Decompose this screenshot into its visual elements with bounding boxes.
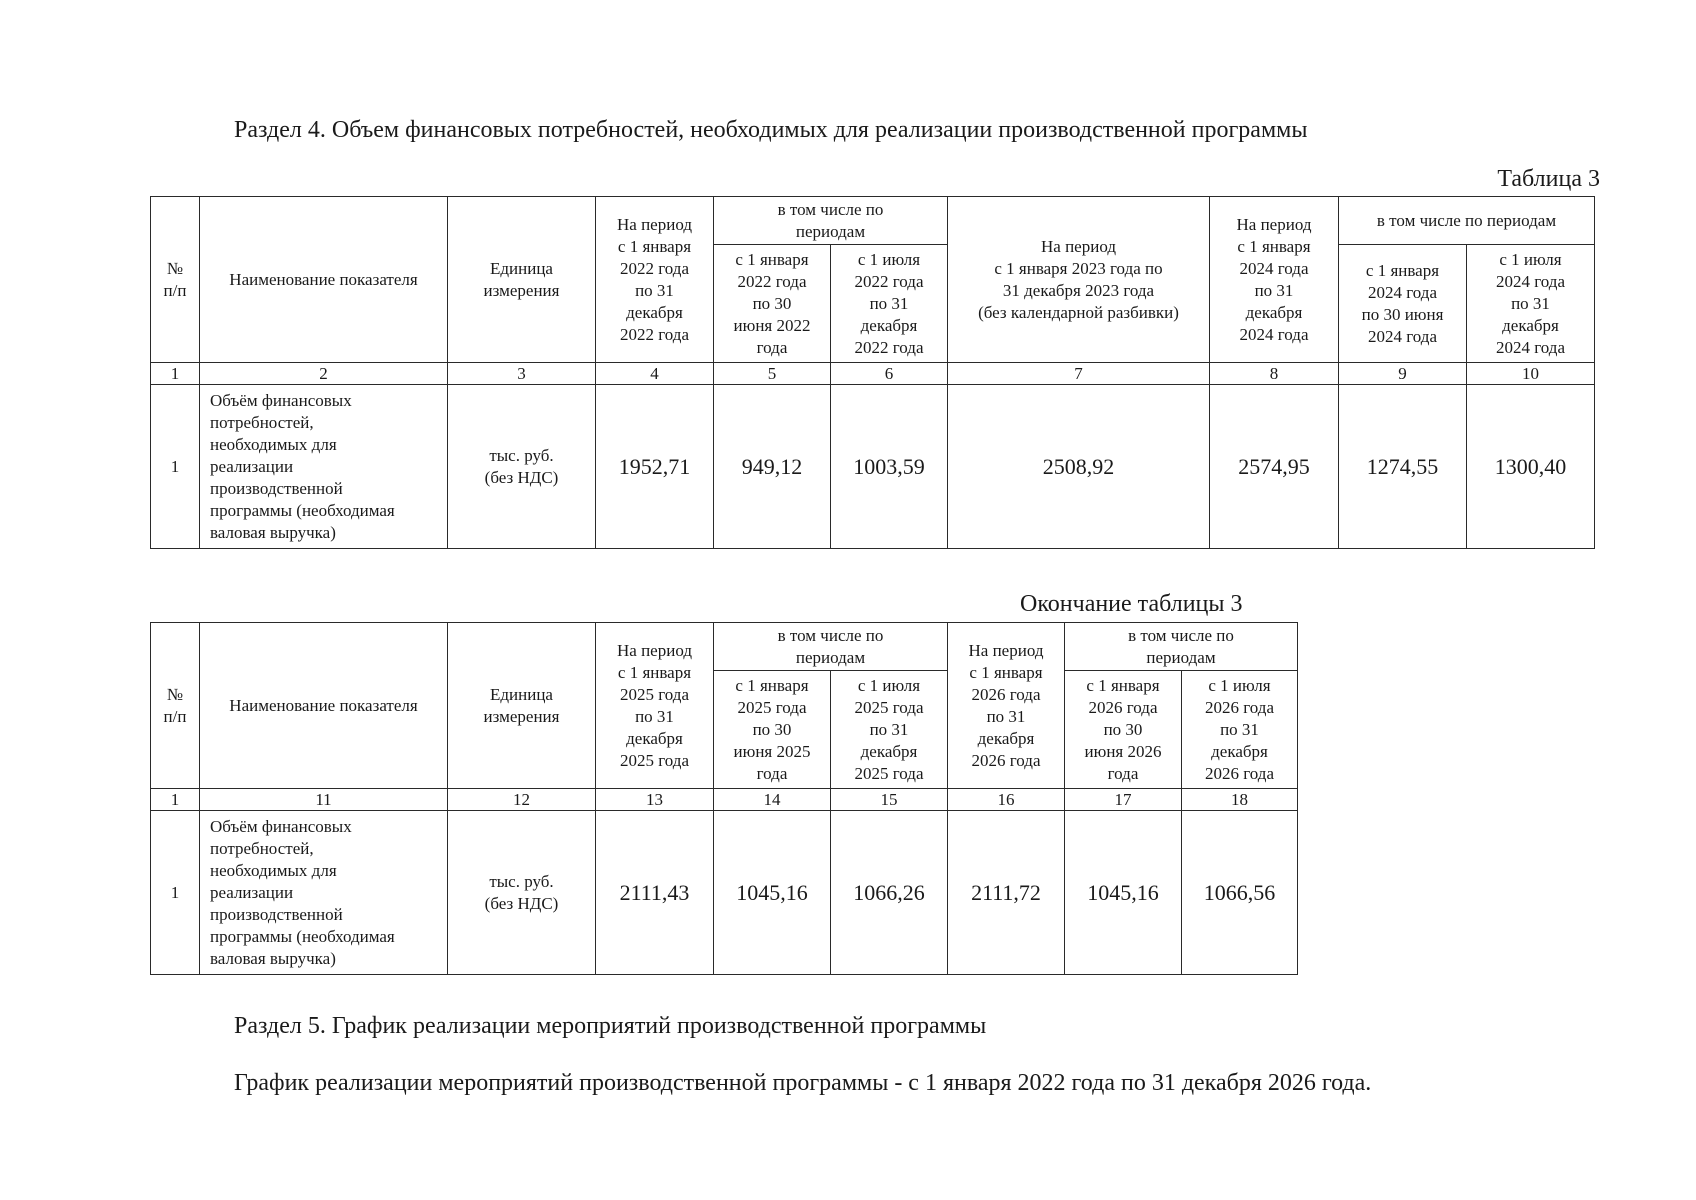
header-group-9-10: в том числе по периодам bbox=[1339, 197, 1595, 245]
value-cell: 1045,16 bbox=[1065, 811, 1182, 975]
row-name: Объём финансовых потребностей, необходимых для реализации производственной программы (необходимая валовая выручка) bbox=[200, 385, 448, 549]
row-name: Объём финансовых потребностей, необходимых для реализации производственной программы (необходимая валовая выручка) bbox=[200, 811, 448, 975]
value-cell: 1066,56 bbox=[1182, 811, 1298, 975]
header-col-13: На период с 1 января 2025 года по 31 декабря 2025 года bbox=[596, 623, 714, 789]
value-cell: 2574,95 bbox=[1210, 385, 1339, 549]
table-row bbox=[151, 811, 1298, 975]
section4-title: Раздел 4. Объем финансовых потребностей, необходимых для реализации производственной программы bbox=[234, 117, 1308, 143]
index-cell: 18 bbox=[1182, 789, 1298, 811]
value-cell: 1300,40 bbox=[1467, 385, 1595, 549]
value-cell: 2111,43 bbox=[596, 811, 714, 975]
row-unit: тыс. руб. (без НДС) bbox=[448, 385, 596, 549]
index-cell: 6 bbox=[831, 363, 948, 385]
index-cell: 8 bbox=[1210, 363, 1339, 385]
section5-text: График реализации мероприятий производственной программы - с 1 января 2022 года по 31 декабря 2026 года. bbox=[234, 1070, 1372, 1096]
index-cell: 13 bbox=[596, 789, 714, 811]
financial-needs-table-2 bbox=[150, 622, 1298, 975]
financial-needs-table-1 bbox=[150, 196, 1595, 549]
index-cell: 1 bbox=[151, 363, 200, 385]
value-cell: 2111,72 bbox=[948, 811, 1065, 975]
header-unit: Единица измерения bbox=[448, 623, 596, 789]
header-col-14: с 1 января 2025 года по 30 июня 2025 года bbox=[714, 671, 831, 789]
index-cell: 2 bbox=[200, 363, 448, 385]
header-group-5-6: в том числе по периодам bbox=[714, 197, 948, 245]
row-unit: тыс. руб. (без НДС) bbox=[448, 811, 596, 975]
table2-caption: Окончание таблицы 3 bbox=[1020, 591, 1243, 617]
header-name: Наименование показателя bbox=[200, 623, 448, 789]
table-row bbox=[151, 385, 1595, 549]
header-group-17-18: в том числе по периодам bbox=[1065, 623, 1298, 671]
row-num: 1 bbox=[151, 385, 200, 549]
section5-title: Раздел 5. График реализации мероприятий производственной программы bbox=[234, 1013, 987, 1039]
header-unit: Единица измерения bbox=[448, 197, 596, 363]
index-cell: 1 bbox=[151, 789, 200, 811]
header-col-15: с 1 июля 2025 года по 31 декабря 2025 года bbox=[831, 671, 948, 789]
header-col-5: с 1 января 2022 года по 30 июня 2022 года bbox=[714, 245, 831, 363]
index-cell: 10 bbox=[1467, 363, 1595, 385]
header-col-7: На период с 1 января 2023 года по 31 декабря 2023 года (без календарной разбивки) bbox=[948, 197, 1210, 363]
value-cell: 949,12 bbox=[714, 385, 831, 549]
index-cell: 11 bbox=[200, 789, 448, 811]
value-cell: 2508,92 bbox=[948, 385, 1210, 549]
header-col-4: На период с 1 января 2022 года по 31 декабря 2022 года bbox=[596, 197, 714, 363]
index-cell: 5 bbox=[714, 363, 831, 385]
value-cell: 1066,26 bbox=[831, 811, 948, 975]
header-name: Наименование показателя bbox=[200, 197, 448, 363]
index-cell: 16 bbox=[948, 789, 1065, 811]
header-col-8: На период с 1 января 2024 года по 31 декабря 2024 года bbox=[1210, 197, 1339, 363]
header-col-16: На период с 1 января 2026 года по 31 декабря 2026 года bbox=[948, 623, 1065, 789]
value-cell: 1045,16 bbox=[714, 811, 831, 975]
index-cell: 15 bbox=[831, 789, 948, 811]
index-cell: 3 bbox=[448, 363, 596, 385]
header-num: № п/п bbox=[151, 623, 200, 789]
header-group-14-15: в том числе по периодам bbox=[714, 623, 948, 671]
header-col-9: с 1 января 2024 года по 30 июня 2024 года bbox=[1339, 245, 1467, 363]
index-cell: 14 bbox=[714, 789, 831, 811]
index-cell: 7 bbox=[948, 363, 1210, 385]
header-num: № п/п bbox=[151, 197, 200, 363]
index-cell: 9 bbox=[1339, 363, 1467, 385]
value-cell: 1003,59 bbox=[831, 385, 948, 549]
row-num: 1 bbox=[151, 811, 200, 975]
value-cell: 1952,71 bbox=[596, 385, 714, 549]
index-cell: 12 bbox=[448, 789, 596, 811]
index-cell: 4 bbox=[596, 363, 714, 385]
index-cell: 17 bbox=[1065, 789, 1182, 811]
header-col-17: с 1 января 2026 года по 30 июня 2026 года bbox=[1065, 671, 1182, 789]
header-col-10: с 1 июля 2024 года по 31 декабря 2024 года bbox=[1467, 245, 1595, 363]
table1-caption: Таблица 3 bbox=[1497, 166, 1600, 192]
header-col-18: с 1 июля 2026 года по 31 декабря 2026 года bbox=[1182, 671, 1298, 789]
value-cell: 1274,55 bbox=[1339, 385, 1467, 549]
header-col-6: с 1 июля 2022 года по 31 декабря 2022 года bbox=[831, 245, 948, 363]
